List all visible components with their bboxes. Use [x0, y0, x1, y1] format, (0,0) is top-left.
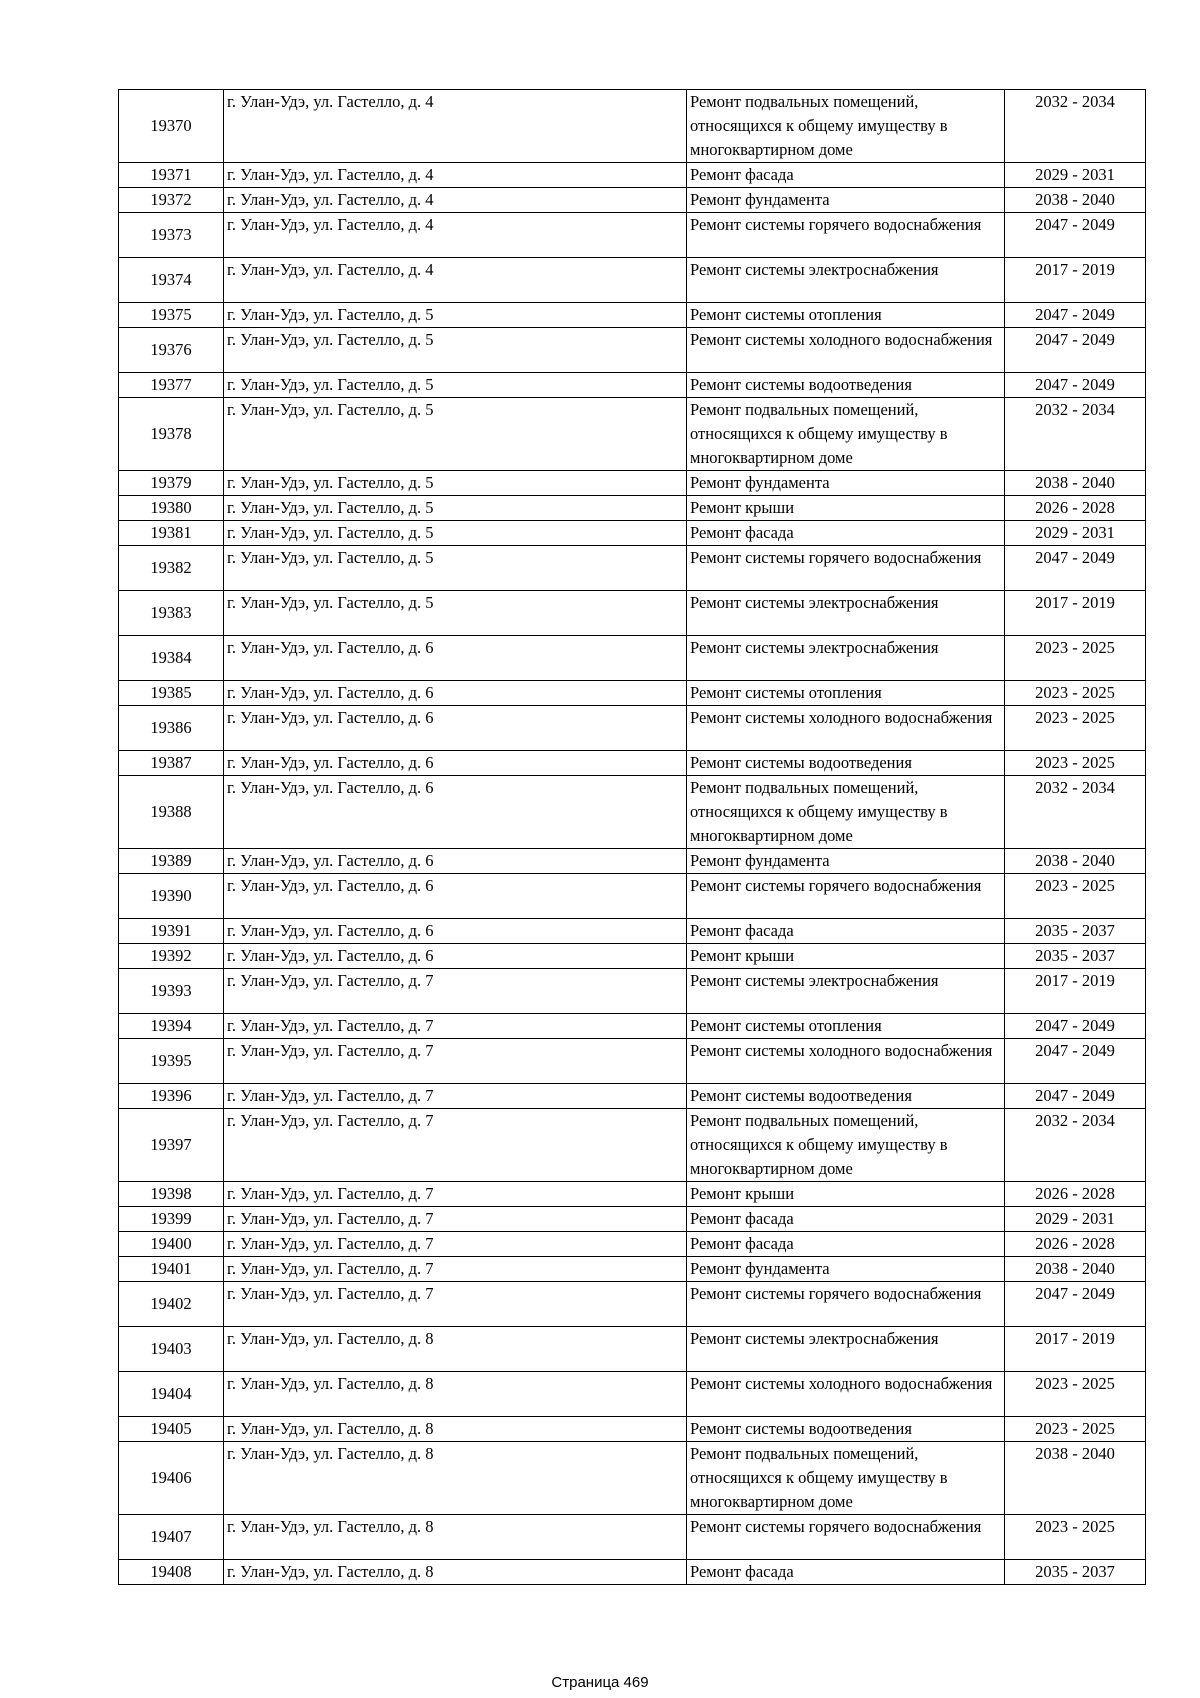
table-row — [119, 471, 1146, 496]
period-cell: 2029 - 2031 — [1005, 1207, 1146, 1232]
row-number-cell: 19388 — [119, 776, 224, 849]
period-cell: 2047 - 2049 — [1005, 328, 1146, 373]
work-type-cell: Ремонт системы горячего водоснабжения — [687, 1515, 1005, 1560]
row-number-cell: 19396 — [119, 1084, 224, 1109]
table-row — [119, 188, 1146, 213]
row-number-cell: 19392 — [119, 944, 224, 969]
row-number-cell: 19379 — [119, 471, 224, 496]
period-cell: 2035 - 2037 — [1005, 944, 1146, 969]
row-number-cell: 19370 — [119, 90, 224, 163]
row-number-cell: 19403 — [119, 1327, 224, 1372]
row-number-cell: 19386 — [119, 706, 224, 751]
period-cell: 2026 - 2028 — [1005, 1182, 1146, 1207]
work-type-cell: Ремонт крыши — [687, 496, 1005, 521]
period-cell: 2023 - 2025 — [1005, 1417, 1146, 1442]
table-row — [119, 1257, 1146, 1282]
repair-schedule-table-container — [118, 89, 1145, 1585]
address-cell: г. Улан-Удэ, ул. Гастелло, д. 4 — [224, 258, 687, 303]
address-cell: г. Улан-Удэ, ул. Гастелло, д. 5 — [224, 373, 687, 398]
row-number-cell: 19406 — [119, 1442, 224, 1515]
table-body — [119, 90, 1146, 1585]
address-cell: г. Улан-Удэ, ул. Гастелло, д. 5 — [224, 496, 687, 521]
period-cell: 2029 - 2031 — [1005, 163, 1146, 188]
period-cell: 2023 - 2025 — [1005, 874, 1146, 919]
row-number-cell: 19395 — [119, 1039, 224, 1084]
table-row — [119, 874, 1146, 919]
table-row — [119, 398, 1146, 471]
period-cell: 2023 - 2025 — [1005, 1515, 1146, 1560]
work-type-cell: Ремонт подвальных помещений, относящихся к общему имуществу в многоквартирном доме — [687, 398, 1005, 471]
period-cell: 2038 - 2040 — [1005, 849, 1146, 874]
address-cell: г. Улан-Удэ, ул. Гастелло, д. 7 — [224, 1039, 687, 1084]
period-cell: 2023 - 2025 — [1005, 681, 1146, 706]
work-type-cell: Ремонт системы электроснабжения — [687, 258, 1005, 303]
work-type-cell: Ремонт подвальных помещений, относящихся к общему имуществу в многоквартирном доме — [687, 1442, 1005, 1515]
address-cell: г. Улан-Удэ, ул. Гастелло, д. 6 — [224, 636, 687, 681]
period-cell: 2017 - 2019 — [1005, 1327, 1146, 1372]
address-cell: г. Улан-Удэ, ул. Гастелло, д. 7 — [224, 1014, 687, 1039]
row-number-cell: 19401 — [119, 1257, 224, 1282]
table-row — [119, 776, 1146, 849]
row-number-cell: 19371 — [119, 163, 224, 188]
work-type-cell: Ремонт системы водоотведения — [687, 373, 1005, 398]
address-cell: г. Улан-Удэ, ул. Гастелло, д. 6 — [224, 776, 687, 849]
row-number-cell: 19390 — [119, 874, 224, 919]
row-number-cell: 19389 — [119, 849, 224, 874]
row-number-cell: 19381 — [119, 521, 224, 546]
work-type-cell: Ремонт системы электроснабжения — [687, 636, 1005, 681]
table-row — [119, 373, 1146, 398]
work-type-cell: Ремонт крыши — [687, 944, 1005, 969]
address-cell: г. Улан-Удэ, ул. Гастелло, д. 5 — [224, 471, 687, 496]
address-cell: г. Улан-Удэ, ул. Гастелло, д. 6 — [224, 849, 687, 874]
address-cell: г. Улан-Удэ, ул. Гастелло, д. 8 — [224, 1442, 687, 1515]
row-number-cell: 19372 — [119, 188, 224, 213]
address-cell: г. Улан-Удэ, ул. Гастелло, д. 5 — [224, 521, 687, 546]
row-number-cell: 19397 — [119, 1109, 224, 1182]
period-cell: 2038 - 2040 — [1005, 1257, 1146, 1282]
period-cell: 2038 - 2040 — [1005, 471, 1146, 496]
address-cell: г. Улан-Удэ, ул. Гастелло, д. 4 — [224, 188, 687, 213]
page-number: Страница 469 — [551, 1674, 649, 1691]
table-row — [119, 1232, 1146, 1257]
period-cell: 2047 - 2049 — [1005, 373, 1146, 398]
address-cell: г. Улан-Удэ, ул. Гастелло, д. 4 — [224, 163, 687, 188]
address-cell: г. Улан-Удэ, ул. Гастелло, д. 6 — [224, 681, 687, 706]
address-cell: г. Улан-Удэ, ул. Гастелло, д. 6 — [224, 874, 687, 919]
row-number-cell: 19384 — [119, 636, 224, 681]
work-type-cell: Ремонт фасада — [687, 1207, 1005, 1232]
repair-schedule-table — [118, 89, 1146, 1585]
work-type-cell: Ремонт системы отопления — [687, 1014, 1005, 1039]
period-cell: 2023 - 2025 — [1005, 751, 1146, 776]
period-cell: 2032 - 2034 — [1005, 398, 1146, 471]
work-type-cell: Ремонт фасада — [687, 1232, 1005, 1257]
address-cell: г. Улан-Удэ, ул. Гастелло, д. 6 — [224, 919, 687, 944]
work-type-cell: Ремонт системы холодного водоснабжения — [687, 706, 1005, 751]
work-type-cell: Ремонт фундамента — [687, 1257, 1005, 1282]
period-cell: 2026 - 2028 — [1005, 1232, 1146, 1257]
address-cell: г. Улан-Удэ, ул. Гастелло, д. 5 — [224, 328, 687, 373]
table-row — [119, 1014, 1146, 1039]
address-cell: г. Улан-Удэ, ул. Гастелло, д. 8 — [224, 1327, 687, 1372]
address-cell: г. Улан-Удэ, ул. Гастелло, д. 7 — [224, 1207, 687, 1232]
address-cell: г. Улан-Удэ, ул. Гастелло, д. 6 — [224, 706, 687, 751]
work-type-cell: Ремонт фасада — [687, 521, 1005, 546]
address-cell: г. Улан-Удэ, ул. Гастелло, д. 4 — [224, 90, 687, 163]
address-cell: г. Улан-Удэ, ул. Гастелло, д. 7 — [224, 1282, 687, 1327]
period-cell: 2035 - 2037 — [1005, 919, 1146, 944]
work-type-cell: Ремонт системы горячего водоснабжения — [687, 874, 1005, 919]
work-type-cell: Ремонт системы водоотведения — [687, 751, 1005, 776]
row-number-cell: 19387 — [119, 751, 224, 776]
row-number-cell: 19380 — [119, 496, 224, 521]
period-cell: 2032 - 2034 — [1005, 90, 1146, 163]
address-cell: г. Улан-Удэ, ул. Гастелло, д. 7 — [224, 1084, 687, 1109]
table-row — [119, 1282, 1146, 1327]
address-cell: г. Улан-Удэ, ул. Гастелло, д. 8 — [224, 1372, 687, 1417]
period-cell: 2047 - 2049 — [1005, 1282, 1146, 1327]
table-row — [119, 706, 1146, 751]
period-cell: 2029 - 2031 — [1005, 521, 1146, 546]
work-type-cell: Ремонт системы водоотведения — [687, 1084, 1005, 1109]
table-row — [119, 1442, 1146, 1515]
work-type-cell: Ремонт системы горячего водоснабжения — [687, 213, 1005, 258]
row-number-cell: 19398 — [119, 1182, 224, 1207]
table-row — [119, 496, 1146, 521]
period-cell: 2047 - 2049 — [1005, 1039, 1146, 1084]
period-cell: 2047 - 2049 — [1005, 303, 1146, 328]
work-type-cell: Ремонт системы холодного водоснабжения — [687, 328, 1005, 373]
row-number-cell: 19374 — [119, 258, 224, 303]
table-row — [119, 1327, 1146, 1372]
period-cell: 2032 - 2034 — [1005, 776, 1146, 849]
period-cell: 2023 - 2025 — [1005, 706, 1146, 751]
work-type-cell: Ремонт подвальных помещений, относящихся к общему имуществу в многоквартирном доме — [687, 90, 1005, 163]
period-cell: 2047 - 2049 — [1005, 546, 1146, 591]
address-cell: г. Улан-Удэ, ул. Гастелло, д. 5 — [224, 546, 687, 591]
table-row — [119, 1207, 1146, 1232]
work-type-cell: Ремонт системы холодного водоснабжения — [687, 1039, 1005, 1084]
table-row — [119, 681, 1146, 706]
period-cell: 2047 - 2049 — [1005, 1084, 1146, 1109]
address-cell: г. Улан-Удэ, ул. Гастелло, д. 5 — [224, 398, 687, 471]
work-type-cell: Ремонт системы электроснабжения — [687, 591, 1005, 636]
period-cell: 2017 - 2019 — [1005, 258, 1146, 303]
row-number-cell: 19400 — [119, 1232, 224, 1257]
table-row — [119, 849, 1146, 874]
table-row — [119, 303, 1146, 328]
table-row — [119, 1372, 1146, 1417]
work-type-cell: Ремонт фундамента — [687, 849, 1005, 874]
period-cell: 2017 - 2019 — [1005, 591, 1146, 636]
period-cell: 2023 - 2025 — [1005, 1372, 1146, 1417]
address-cell: г. Улан-Удэ, ул. Гастелло, д. 6 — [224, 751, 687, 776]
table-row — [119, 751, 1146, 776]
row-number-cell: 19408 — [119, 1560, 224, 1585]
row-number-cell: 19383 — [119, 591, 224, 636]
address-cell: г. Улан-Удэ, ул. Гастелло, д. 5 — [224, 591, 687, 636]
period-cell: 2017 - 2019 — [1005, 969, 1146, 1014]
table-row — [119, 163, 1146, 188]
row-number-cell: 19375 — [119, 303, 224, 328]
work-type-cell: Ремонт фундамента — [687, 188, 1005, 213]
table-row — [119, 521, 1146, 546]
work-type-cell: Ремонт системы отопления — [687, 303, 1005, 328]
period-cell: 2038 - 2040 — [1005, 1442, 1146, 1515]
work-type-cell: Ремонт системы отопления — [687, 681, 1005, 706]
row-number-cell: 19373 — [119, 213, 224, 258]
address-cell: г. Улан-Удэ, ул. Гастелло, д. 8 — [224, 1515, 687, 1560]
table-row — [119, 1109, 1146, 1182]
row-number-cell: 19399 — [119, 1207, 224, 1232]
row-number-cell: 19404 — [119, 1372, 224, 1417]
table-row — [119, 969, 1146, 1014]
work-type-cell: Ремонт фасада — [687, 919, 1005, 944]
address-cell: г. Улан-Удэ, ул. Гастелло, д. 4 — [224, 213, 687, 258]
work-type-cell: Ремонт крыши — [687, 1182, 1005, 1207]
address-cell: г. Улан-Удэ, ул. Гастелло, д. 8 — [224, 1417, 687, 1442]
row-number-cell: 19391 — [119, 919, 224, 944]
period-cell: 2038 - 2040 — [1005, 188, 1146, 213]
table-row — [119, 919, 1146, 944]
work-type-cell: Ремонт подвальных помещений, относящихся к общему имуществу в многоквартирном доме — [687, 776, 1005, 849]
table-row — [119, 1182, 1146, 1207]
work-type-cell: Ремонт системы горячего водоснабжения — [687, 546, 1005, 591]
period-cell: 2047 - 2049 — [1005, 213, 1146, 258]
address-cell: г. Улан-Удэ, ул. Гастелло, д. 7 — [224, 1109, 687, 1182]
work-type-cell: Ремонт подвальных помещений, относящихся к общему имуществу в многоквартирном доме — [687, 1109, 1005, 1182]
work-type-cell: Ремонт системы холодного водоснабжения — [687, 1372, 1005, 1417]
address-cell: г. Улан-Удэ, ул. Гастелло, д. 7 — [224, 1257, 687, 1282]
row-number-cell: 19385 — [119, 681, 224, 706]
table-row — [119, 328, 1146, 373]
table-row — [119, 944, 1146, 969]
row-number-cell: 19378 — [119, 398, 224, 471]
period-cell: 2026 - 2028 — [1005, 496, 1146, 521]
work-type-cell: Ремонт системы электроснабжения — [687, 969, 1005, 1014]
work-type-cell: Ремонт системы электроснабжения — [687, 1327, 1005, 1372]
row-number-cell: 19393 — [119, 969, 224, 1014]
address-cell: г. Улан-Удэ, ул. Гастелло, д. 5 — [224, 303, 687, 328]
period-cell: 2047 - 2049 — [1005, 1014, 1146, 1039]
work-type-cell: Ремонт фасада — [687, 1560, 1005, 1585]
row-number-cell: 19377 — [119, 373, 224, 398]
row-number-cell: 19394 — [119, 1014, 224, 1039]
table-row — [119, 213, 1146, 258]
period-cell: 2032 - 2034 — [1005, 1109, 1146, 1182]
table-row — [119, 546, 1146, 591]
table-row — [119, 1039, 1146, 1084]
period-cell: 2035 - 2037 — [1005, 1560, 1146, 1585]
table-row — [119, 258, 1146, 303]
address-cell: г. Улан-Удэ, ул. Гастелло, д. 7 — [224, 1182, 687, 1207]
table-row — [119, 1084, 1146, 1109]
work-type-cell: Ремонт фундамента — [687, 471, 1005, 496]
address-cell: г. Улан-Удэ, ул. Гастелло, д. 6 — [224, 944, 687, 969]
table-row — [119, 1417, 1146, 1442]
row-number-cell: 19382 — [119, 546, 224, 591]
work-type-cell: Ремонт фасада — [687, 163, 1005, 188]
period-cell: 2023 - 2025 — [1005, 636, 1146, 681]
table-row — [119, 90, 1146, 163]
address-cell: г. Улан-Удэ, ул. Гастелло, д. 7 — [224, 1232, 687, 1257]
row-number-cell: 19402 — [119, 1282, 224, 1327]
address-cell: г. Улан-Удэ, ул. Гастелло, д. 7 — [224, 969, 687, 1014]
row-number-cell: 19405 — [119, 1417, 224, 1442]
work-type-cell: Ремонт системы водоотведения — [687, 1417, 1005, 1442]
row-number-cell: 19407 — [119, 1515, 224, 1560]
work-type-cell: Ремонт системы горячего водоснабжения — [687, 1282, 1005, 1327]
table-row — [119, 1515, 1146, 1560]
address-cell: г. Улан-Удэ, ул. Гастелло, д. 8 — [224, 1560, 687, 1585]
table-row — [119, 591, 1146, 636]
row-number-cell: 19376 — [119, 328, 224, 373]
table-row — [119, 1560, 1146, 1585]
table-row — [119, 636, 1146, 681]
